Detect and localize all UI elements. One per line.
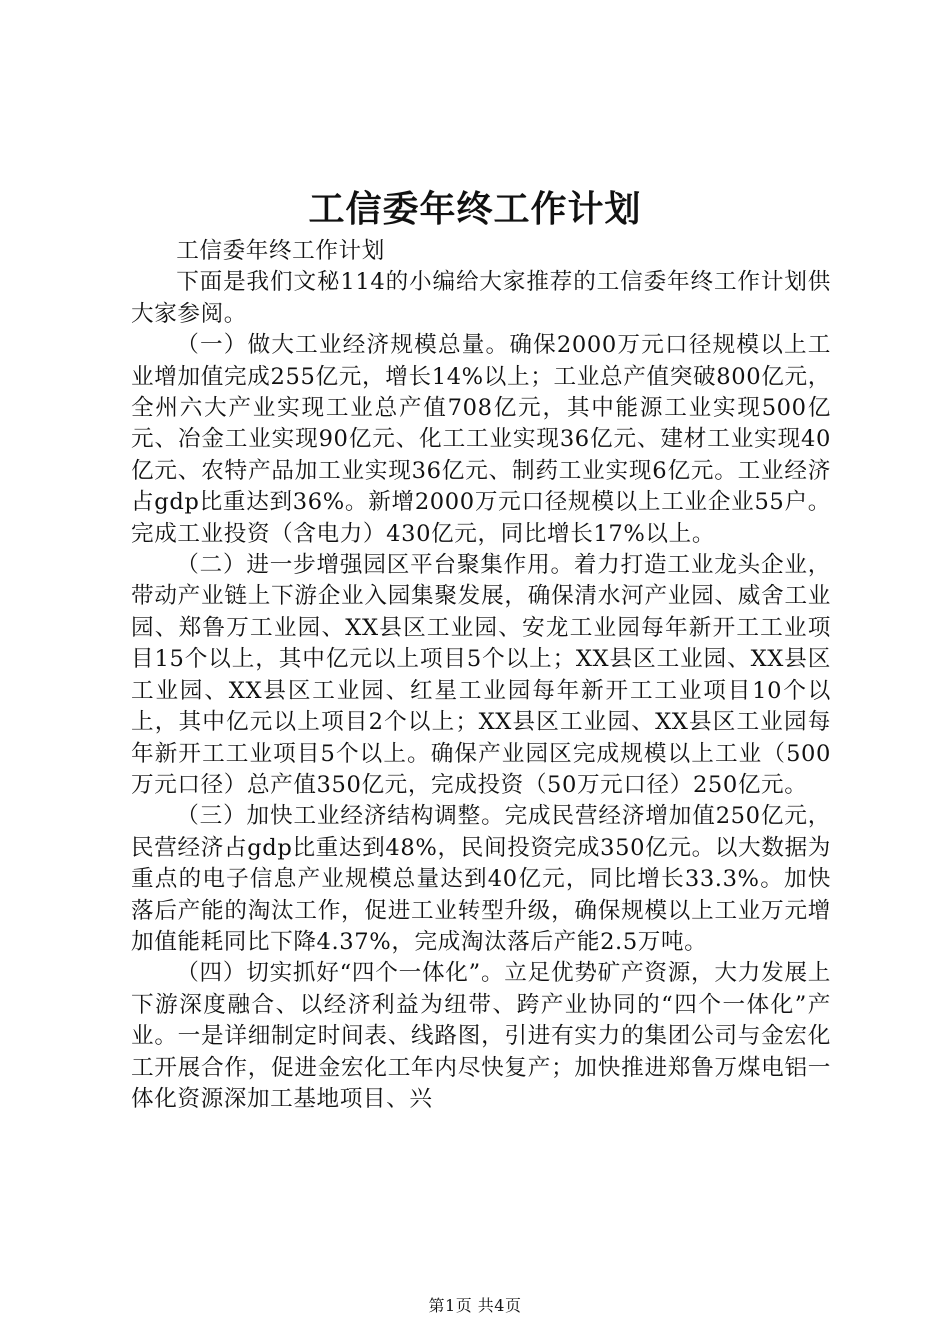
paragraph-section-4: （四）切实抓好“四个一体化”。立足优势矿产资源，大力发展上下游深度融合、以经济利益为纽带、跨产业协同的“四个一体化”产业。一是详细制定时间表、线路图，引进有实力的集团公司与金宏化工开展合作，促进金宏化工年内尽快复产；加快推进郑鲁万煤电铝一体化资源深加工基地项目、兴 <box>131 960 831 1112</box>
document-title: 工信委年终工作计划 <box>308 188 642 230</box>
paragraph-intro: 下面是我们文秘114的小编给大家推荐的工信委年终工作计划供大家参阅。 <box>131 269 831 327</box>
paragraph-section-3: （三）加快工业经济结构调整。完成民营经济增加值250亿元，民营经济占gdp比重达到48%，民间投资完成350亿元。以大数据为重点的电子信息产业规模总量达到40亿元，同比增长33.3%。加快落后产能的淘汰工作，促进工业转型升级，确保规模以上工业万元增加值能耗同比下降4.37%，完成淘汰落后产能2.5万吨。 <box>131 803 831 955</box>
paragraph-heading: 工信委年终工作计划 <box>176 238 385 264</box>
document-body <box>131 236 831 1115</box>
page-number-footer: 第1页 共4页 <box>428 1296 522 1315</box>
paragraph-section-1: （一）做大工业经济规模总量。确保2000万元口径规模以上工业增加值完成255亿元，增长14%以上；工业总产值突破800亿元，全州六大产业实现工业总产值708亿元，其中能源工业实现500亿元、冶金工业实现90亿元、化工工业实现36亿元、建材工业实现40亿元、农特产品加工业实现36亿元、制药工业实现6亿元。工业经济占gdp比重达到36%。新增2000万元口径规模以上工业企业55户。完成工业投资（含电力）430亿元，同比增长17%以上。 <box>131 332 831 547</box>
paragraph-section-2: （二）进一步增强园区平台聚集作用。着力打造工业龙头企业，带动产业链上下游企业入园集聚发展，确保清水河产业园、威舍工业园、郑鲁万工业园、XX县区工业园、安龙工业园每年新开工工业项目15个以上，其中亿元以上项目5个以上；XX县区工业园、XX县区工业园、XX县区工业园、红星工业园每年新开工工业项目10个以上，其中亿元以上项目2个以上；XX县区工业园、XX县区工业园每年新开工工业项目5个以上。确保产业园区完成规模以上工业（500万元口径）总产值350亿元，完成投资（50万元口径）250亿元。 <box>131 552 831 798</box>
